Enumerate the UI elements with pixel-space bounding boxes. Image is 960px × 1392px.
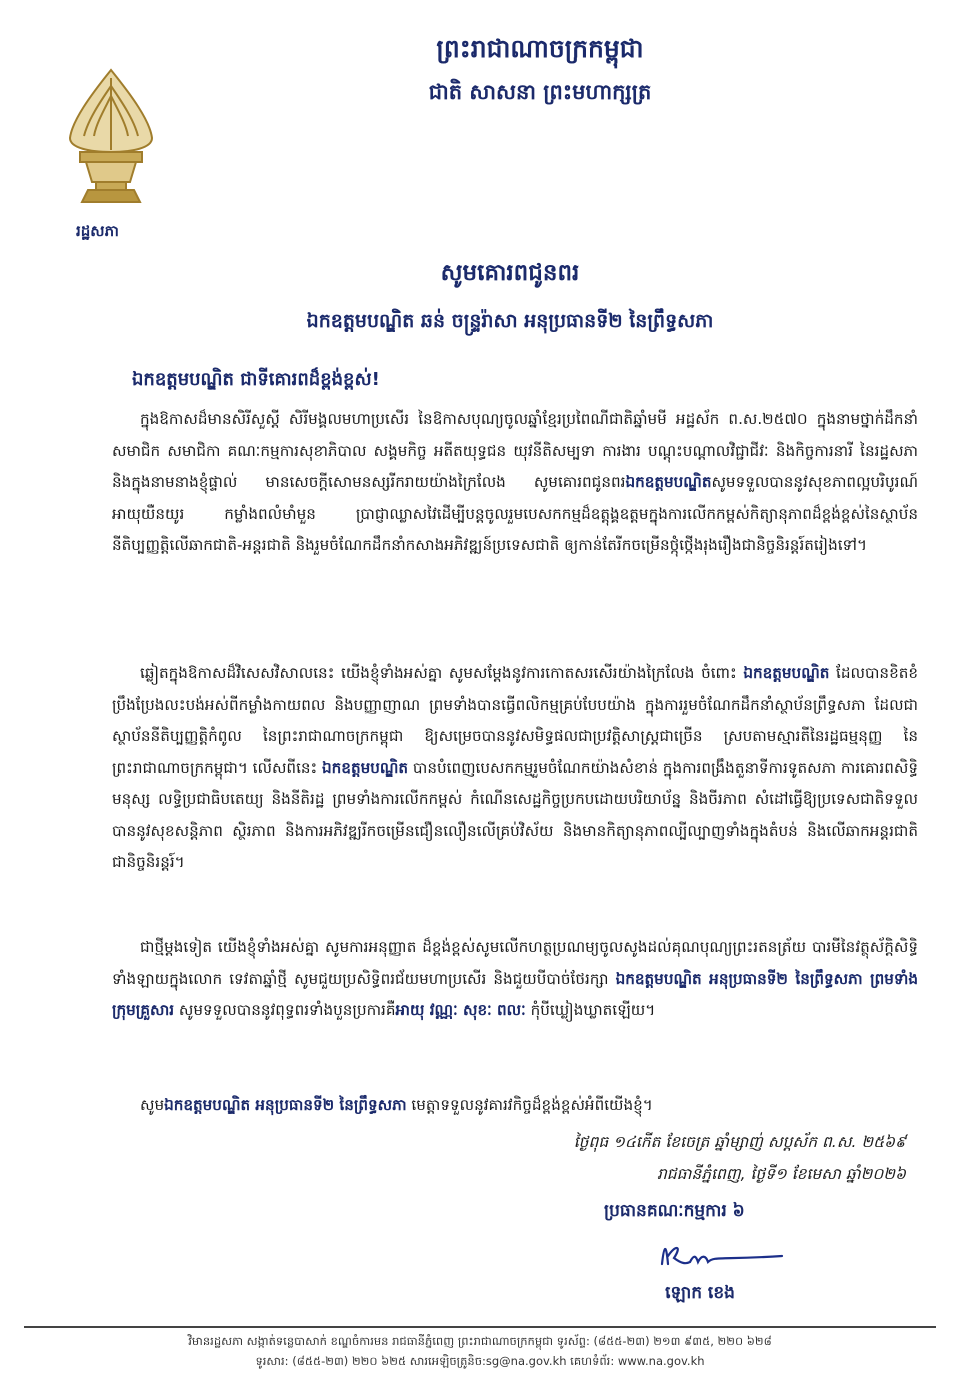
assembly-label: រដ្ឋសភា xyxy=(76,222,119,240)
national-motto: ជាតិ សាសនា ព្រះមហាក្សត្រ xyxy=(428,80,652,104)
place-date: រាជធានីភ្នំពេញ, ថ្ងៃទី១ ខែមេសា ឆ្នាំ២០២៦ xyxy=(656,1165,906,1183)
paragraph-1-highlight: ឯកឧត្តមបណ្ឌិត xyxy=(625,473,712,491)
paragraph-4-text-a: សូម xyxy=(140,1096,165,1114)
recipient-title: ឯកឧត្តមបណ្ឌិត ឆន់ ចន្ទ្ររ៉ាសា អនុប្រធានទី២ នៃព្រឹទ្ធសភា xyxy=(306,310,714,332)
footer-divider xyxy=(24,1326,936,1328)
paragraph-3-text-c: កុំបីឃ្លៀងឃ្លាតឡើយ។ xyxy=(530,1001,656,1019)
lunar-date: ថ្ងៃពុធ ១៤កើត ខែចេត្រ ឆ្នាំម្សាញ់ សប្តស័ក ព.ស. ២៥៦៩ xyxy=(573,1133,906,1151)
paragraph-1-text-a: ក្នុងឱកាសដ៏មានសិរីសួស្តី សិរីមង្គលមហាប្រសើរ នៃឱកាសបុណ្យចូលឆ្នាំខ្មែរប្រពៃណីជាតិឆ្នាំមមី អដ្ឋស័ក ព.ស.២៥៧០ ក្នុងនាមថ្នាក់ដឹកនាំ សមាជិក សមាជិកា គណៈកម្មការសុខាភិបាល សង្គមកិច្ច អតីតយុទ្ធជន យុវនីតិសម្បទា ការងារ បណ្តុះបណ្តាលវិជ្ជាជីវៈ និងកិច្ចការនារី នៃរដ្ឋសភា និងក្នុងនាមនាងខ្ញុំផ្ទាល់ មានសេចក្តីសោមនស្សរីករាយយ៉ាងក្រៃលែង សូមគោរពជូនពរ xyxy=(112,410,918,491)
paragraph-1 xyxy=(112,404,918,562)
greeting-title: សូមគោរពជូនពរ xyxy=(440,260,580,286)
footer-contact: ទូរសារ: (៨៥៥-២៣) ២២០ ៦២៥ សារអេឡិចត្រូនិច:sg@na.gov.kh គេហទំព័រ: www.na.gov.kh xyxy=(255,1354,705,1368)
paragraph-3-text-b: សូមទទួលបាននូវពុទ្ធពរទាំងបួនប្រការគឺ xyxy=(178,1001,396,1019)
paragraph-2-text-a: ឆ្លៀតក្នុងឱកាសដ៏វិសេសវិសាលនេះ យើងខ្ញុំទាំងអស់គ្នា សូមសម្តែងនូវការកោតសរសើរយ៉ាងក្រៃលែង ចំពោះ xyxy=(140,664,737,682)
salutation: ឯកឧត្តមបណ្ឌិត ជាទីគោរពដ៏ខ្ពង់ខ្ពស់! xyxy=(132,369,380,390)
paragraph-3-highlight-2: អាយុ វណ្ណៈ សុខៈ ពលៈ xyxy=(395,1001,526,1019)
paragraph-3-highlight: ឯកឧត្តមបណ្ឌិត អនុប្រធានទី២ នៃព្រឹទ្ធសភា ព្រមទាំងក្រុមគ្រួសារ xyxy=(112,969,918,1019)
paragraph-2-text-b: ដែលបានខិតខំប្រឹងប្រែងលះបង់អស់ពីកម្លាំងកាយពល និងបញ្ញាញាណ ព្រមទាំងបានធ្វើពលិកម្មគ្រប់បែបយ៉ាង ក្នុងការរួមចំណែកដឹកនាំស្ថាប័នព្រឹទ្ធសភា ដែលជាស្ថាប័ននីតិប្បញ្ញត្តិកំពូល នៃព្រះរាជាណាចក្រកម្ពុជា ឱ្យសម្រេចបាននូវសមិទ្ធផលជាប្រវត្តិសាស្ត្រជាច្រើន ស្របតាមស្មារតីនៃរដ្ឋធម្មនុញ្ញ នៃព្រះរាជាណាចក្រកម្ពុជា។ លើសពីនេះ xyxy=(112,664,918,777)
footer-address: វិមានរដ្ឋសភា សង្កាត់ទន្លេបាសាក់ ខណ្ឌចំការមន រាជធានីភ្នំពេញ ព្រះរាជាណាចក្រកម្ពុជា ទូរស័ព្ទ: (៨៥៥-២៣) ២១៣ ៩៣៥, ២២០ ៦២៨ xyxy=(188,1334,772,1348)
paragraph-1-text-b: សូមទទួលបាននូវសុខភាពល្អបរិបូរណ៍ អាយុយឺនយូរ កម្លាំងពលំមាំមួន ប្រាជ្ញាឈ្លាសវៃដើម្បីបន្តចូលរួមបេសកកម្មដ៏ឧត្តុង្គឧត្តមក្នុងការលើកកម្ពស់កិត្យានុភាពដ៏ខ្ពង់ខ្ពស់នៃស្ថាប័ននីតិប្បញ្ញត្តិលើឆាកជាតិ-អន្តរជាតិ និងរួមចំណែកដឹកនាំកសាងអភិវឌ្ឍន៍ប្រទេសជាតិ ឲ្យកាន់តែរីកចម្រើនថ្កុំថ្កើងរុងរឿងជានិច្ចនិរន្តរ៍តរៀងទៅ។ xyxy=(112,473,918,554)
signer-name: ឡោក ខេង xyxy=(665,1283,735,1303)
paragraph-4-highlight: ឯកឧត្តមបណ្ឌិត អនុប្រធានទី២ នៃព្រឹទ្ធសភា xyxy=(164,1096,407,1114)
chair-title: ប្រធានគណៈកម្មការ ៦ xyxy=(604,1201,745,1221)
kingdom-heading: ព្រះរាជាណាចក្រកម្ពុជា xyxy=(436,34,644,63)
national-assembly-emblem-icon xyxy=(52,66,170,206)
paragraph-4 xyxy=(112,1090,918,1122)
paragraph-4-text-b: មេត្តាទទួលនូវគារវកិច្ចដ៏ខ្ពង់ខ្ពស់អំពីយើងខ្ញុំ។ xyxy=(411,1096,653,1114)
handwritten-signature-icon xyxy=(652,1234,792,1274)
paragraph-3-text-a: ជាថ្មីម្តងទៀត យើងខ្ញុំទាំងអស់គ្នា សូមការអនុញ្ញាត ដ៏ខ្ពង់ខ្ពស់សូមលើកហត្ថប្រណម្យចូលសូងដល់គុណបុណ្យព្រះរតនត្រ័យ បារមីនៃវត្ថុស័ក្តិសិទ្ធិទាំងឡាយក្នុងលោក ទេវតាឆ្នាំថ្មី សូមជួយប្រសិទ្ធិពរជ័យមហាប្រសើរ និងជួយបីបាច់ថែរក្សា xyxy=(112,938,918,988)
paragraph-2-highlight-1: ឯកឧត្តមបណ្ឌិត xyxy=(743,664,830,682)
paragraph-2-text-c: បានបំពេញបេសកកម្មរួមចំណែកយ៉ាងសំខាន់ ក្នុងការពង្រឹងតួនាទីការទូតសភា ការគោរពសិទ្ធិមនុស្ស លទ្ធិប្រជាធិបតេយ្យ និងនីតិរដ្ឋ ព្រមទាំងការលើកកម្ពស់ កំណើនសេដ្ឋកិច្ចប្រកបដោយបរិយាប័ន្ន និងចីរភាព សំដៅធ្វើឱ្យប្រទេសជាតិទទួលបាននូវសុខសន្តិភាព ស្ថិរភាព និងការអភិវឌ្ឍរីកចម្រើនជឿនលឿនលើគ្រប់វិស័យ និងមានកិត្យានុភាពល្បីល្បាញទាំងក្នុងតំបន់ និងលើឆាកអន្តរជាតិ ជានិច្ចនិរន្តរ៍។ xyxy=(112,758,918,871)
paragraph-2-highlight-2: ឯកឧត្តមបណ្ឌិត xyxy=(322,758,409,777)
paragraph-2 xyxy=(112,658,918,879)
paragraph-3 xyxy=(112,932,918,1027)
